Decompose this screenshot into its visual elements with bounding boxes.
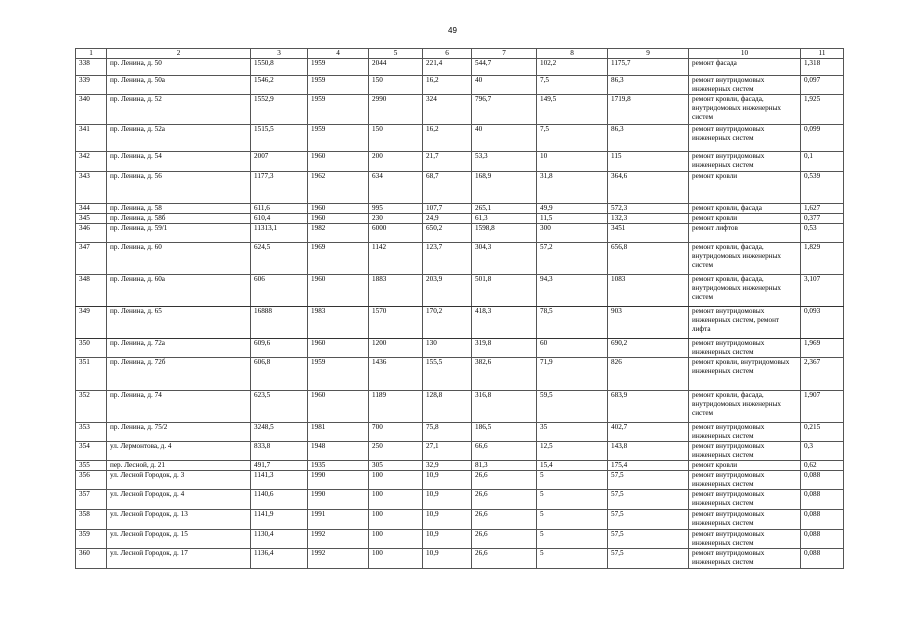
work-type-cell: ремонт кровли, внутридомовых инженерных систем <box>689 358 801 391</box>
column-header: 10 <box>689 49 801 59</box>
address-cell: ул. Лермонтова, д. 4 <box>107 442 251 461</box>
val-8-cell: 57,2 <box>537 243 608 275</box>
val-7-cell: 316,8 <box>472 391 537 423</box>
table-row <box>76 471 844 490</box>
register-table <box>75 48 844 569</box>
val-9-cell: 175,4 <box>608 461 689 471</box>
work-type-cell: ремонт внутридомовых инженерных систем <box>689 152 801 172</box>
val-6-cell: 10,9 <box>423 490 472 510</box>
val-7-cell: 544,7 <box>472 59 537 76</box>
year-cell: 1959 <box>308 59 369 76</box>
val-8-cell: 60 <box>537 339 608 358</box>
row-number-cell: 359 <box>76 530 107 549</box>
table-row <box>76 490 844 510</box>
year-cell: 1959 <box>308 95 369 125</box>
val-7-cell: 81,3 <box>472 461 537 471</box>
row-number-cell: 351 <box>76 358 107 391</box>
val-6-cell: 24,9 <box>423 214 472 224</box>
year-cell: 1981 <box>308 423 369 442</box>
rate-cell: 0,088 <box>801 490 844 510</box>
val-8-cell: 5 <box>537 471 608 490</box>
val-9-cell: 1175,7 <box>608 59 689 76</box>
val-8-cell: 11,5 <box>537 214 608 224</box>
rate-cell: 3,107 <box>801 275 844 307</box>
val-6-cell: 75,8 <box>423 423 472 442</box>
val-9-cell: 57,5 <box>608 471 689 490</box>
val-6-cell: 16,2 <box>423 125 472 152</box>
val-6-cell: 27,1 <box>423 442 472 461</box>
rate-cell: 0,377 <box>801 214 844 224</box>
val-8-cell: 71,9 <box>537 358 608 391</box>
val-6-cell: 107,7 <box>423 204 472 214</box>
val-7-cell: 66,6 <box>472 442 537 461</box>
val-9-cell: 86,3 <box>608 76 689 95</box>
val-9-cell: 656,8 <box>608 243 689 275</box>
address-cell: пр. Ленина, д. 50 <box>107 59 251 76</box>
val-8-cell: 35 <box>537 423 608 442</box>
column-header: 7 <box>472 49 537 59</box>
work-type-cell: ремонт кровли, фасада, внутридомовых инженерных систем <box>689 243 801 275</box>
val-7-cell: 382,6 <box>472 358 537 391</box>
cost-cell: 100 <box>369 530 423 549</box>
work-type-cell: ремонт внутридомовых инженерных систем <box>689 423 801 442</box>
cost-cell: 1570 <box>369 307 423 339</box>
cost-cell: 2044 <box>369 59 423 76</box>
val-7-cell: 501,8 <box>472 275 537 307</box>
address-cell: пр. Ленина, д. 50а <box>107 76 251 95</box>
val-9-cell: 57,5 <box>608 490 689 510</box>
val-9-cell: 903 <box>608 307 689 339</box>
column-header: 9 <box>608 49 689 59</box>
val-6-cell: 221,4 <box>423 59 472 76</box>
table-row <box>76 275 844 307</box>
val-7-cell: 319,8 <box>472 339 537 358</box>
header-row <box>76 49 844 59</box>
val-9-cell: 364,6 <box>608 172 689 204</box>
work-type-cell: ремонт внутридомовых инженерных систем, ремонт лифта <box>689 307 801 339</box>
address-cell: пр. Ленина, д. 54 <box>107 152 251 172</box>
val-6-cell: 170,2 <box>423 307 472 339</box>
address-cell: пр. Ленина, д. 52 <box>107 95 251 125</box>
table-row <box>76 214 844 224</box>
area-cell: 11313,1 <box>251 224 308 243</box>
area-cell: 1140,6 <box>251 490 308 510</box>
val-7-cell: 796,7 <box>472 95 537 125</box>
column-header: 3 <box>251 49 308 59</box>
column-header: 5 <box>369 49 423 59</box>
column-header: 1 <box>76 49 107 59</box>
area-cell: 1546,2 <box>251 76 308 95</box>
cost-cell: 6000 <box>369 224 423 243</box>
val-9-cell: 86,3 <box>608 125 689 152</box>
val-9-cell: 57,5 <box>608 530 689 549</box>
val-9-cell: 3451 <box>608 224 689 243</box>
area-cell: 1177,3 <box>251 172 308 204</box>
year-cell: 1960 <box>308 152 369 172</box>
val-7-cell: 168,9 <box>472 172 537 204</box>
val-9-cell: 57,5 <box>608 549 689 569</box>
area-cell: 1136,4 <box>251 549 308 569</box>
cost-cell: 1883 <box>369 275 423 307</box>
val-6-cell: 32,9 <box>423 461 472 471</box>
table-row <box>76 358 844 391</box>
work-type-cell: ремонт кровли, фасада, внутридомовых инженерных систем <box>689 275 801 307</box>
val-9-cell: 826 <box>608 358 689 391</box>
val-7-cell: 418,3 <box>472 307 537 339</box>
val-8-cell: 5 <box>537 510 608 530</box>
table-row <box>76 172 844 204</box>
val-6-cell: 203,9 <box>423 275 472 307</box>
area-cell: 606 <box>251 275 308 307</box>
page-number: 49 <box>448 26 457 35</box>
row-number-cell: 340 <box>76 95 107 125</box>
table-row <box>76 530 844 549</box>
work-type-cell: ремонт внутридомовых инженерных систем <box>689 339 801 358</box>
address-cell: пр. Ленина, д. 72а <box>107 339 251 358</box>
work-type-cell: ремонт кровли, фасада, внутридомовых инженерных систем <box>689 95 801 125</box>
cost-cell: 200 <box>369 152 423 172</box>
table-row <box>76 224 844 243</box>
val-8-cell: 10 <box>537 152 608 172</box>
area-cell: 491,7 <box>251 461 308 471</box>
val-6-cell: 10,9 <box>423 549 472 569</box>
row-number-cell: 343 <box>76 172 107 204</box>
rate-cell: 0,215 <box>801 423 844 442</box>
cost-cell: 150 <box>369 125 423 152</box>
table-row <box>76 549 844 569</box>
year-cell: 1960 <box>308 339 369 358</box>
cost-cell: 230 <box>369 214 423 224</box>
val-6-cell: 123,7 <box>423 243 472 275</box>
year-cell: 1991 <box>308 510 369 530</box>
address-cell: пр. Ленина, д. 58б <box>107 214 251 224</box>
area-cell: 1552,9 <box>251 95 308 125</box>
area-cell: 1550,8 <box>251 59 308 76</box>
val-7-cell: 26,6 <box>472 471 537 490</box>
table-row <box>76 461 844 471</box>
table-body <box>76 59 844 569</box>
cost-cell: 1142 <box>369 243 423 275</box>
work-type-cell: ремонт кровли, фасада, внутридомовых инженерных систем <box>689 391 801 423</box>
val-8-cell: 149,5 <box>537 95 608 125</box>
row-number-cell: 339 <box>76 76 107 95</box>
val-6-cell: 128,8 <box>423 391 472 423</box>
address-cell: пр. Ленина, д. 60 <box>107 243 251 275</box>
cost-cell: 634 <box>369 172 423 204</box>
row-number-cell: 352 <box>76 391 107 423</box>
rate-cell: 1,318 <box>801 59 844 76</box>
rate-cell: 1,829 <box>801 243 844 275</box>
area-cell: 606,8 <box>251 358 308 391</box>
rate-cell: 1,925 <box>801 95 844 125</box>
rate-cell: 0,097 <box>801 76 844 95</box>
val-8-cell: 5 <box>537 549 608 569</box>
row-number-cell: 355 <box>76 461 107 471</box>
val-6-cell: 10,9 <box>423 471 472 490</box>
val-7-cell: 40 <box>472 125 537 152</box>
address-cell: пер. Лесной, д. 21 <box>107 461 251 471</box>
rate-cell: 1,627 <box>801 204 844 214</box>
area-cell: 1141,9 <box>251 510 308 530</box>
cost-cell: 2990 <box>369 95 423 125</box>
val-7-cell: 26,6 <box>472 549 537 569</box>
row-number-cell: 360 <box>76 549 107 569</box>
work-type-cell: ремонт лифтов <box>689 224 801 243</box>
rate-cell: 2,367 <box>801 358 844 391</box>
table-row <box>76 442 844 461</box>
rate-cell: 0,3 <box>801 442 844 461</box>
table-row <box>76 125 844 152</box>
year-cell: 1935 <box>308 461 369 471</box>
work-type-cell: ремонт внутридомовых инженерных систем <box>689 490 801 510</box>
val-9-cell: 683,9 <box>608 391 689 423</box>
work-type-cell: ремонт внутридомовых инженерных систем <box>689 442 801 461</box>
val-6-cell: 324 <box>423 95 472 125</box>
val-9-cell: 115 <box>608 152 689 172</box>
work-type-cell: ремонт внутридомовых инженерных систем <box>689 76 801 95</box>
year-cell: 1960 <box>308 275 369 307</box>
address-cell: ул. Лесной Городок, д. 15 <box>107 530 251 549</box>
table-row <box>76 243 844 275</box>
year-cell: 1960 <box>308 204 369 214</box>
row-number-cell: 350 <box>76 339 107 358</box>
table-row <box>76 76 844 95</box>
address-cell: ул. Лесной Городок, д. 3 <box>107 471 251 490</box>
area-cell: 1130,4 <box>251 530 308 549</box>
cost-cell: 1436 <box>369 358 423 391</box>
rate-cell: 0,539 <box>801 172 844 204</box>
table-row <box>76 307 844 339</box>
area-cell: 1141,3 <box>251 471 308 490</box>
cost-cell: 1189 <box>369 391 423 423</box>
cost-cell: 100 <box>369 490 423 510</box>
year-cell: 1992 <box>308 530 369 549</box>
rate-cell: 1,969 <box>801 339 844 358</box>
val-8-cell: 5 <box>537 530 608 549</box>
val-9-cell: 1719,8 <box>608 95 689 125</box>
val-6-cell: 68,7 <box>423 172 472 204</box>
rate-cell: 0,1 <box>801 152 844 172</box>
row-number-cell: 341 <box>76 125 107 152</box>
val-7-cell: 26,6 <box>472 510 537 530</box>
rate-cell: 0,088 <box>801 549 844 569</box>
year-cell: 1990 <box>308 490 369 510</box>
rate-cell: 1,907 <box>801 391 844 423</box>
rate-cell: 0,53 <box>801 224 844 243</box>
row-number-cell: 357 <box>76 490 107 510</box>
area-cell: 609,6 <box>251 339 308 358</box>
column-header: 2 <box>107 49 251 59</box>
val-7-cell: 186,5 <box>472 423 537 442</box>
address-cell: ул. Лесной Городок, д. 13 <box>107 510 251 530</box>
row-number-cell: 353 <box>76 423 107 442</box>
row-number-cell: 354 <box>76 442 107 461</box>
address-cell: пр. Ленина, д. 56 <box>107 172 251 204</box>
year-cell: 1969 <box>308 243 369 275</box>
val-7-cell: 26,6 <box>472 490 537 510</box>
cost-cell: 1200 <box>369 339 423 358</box>
column-header: 6 <box>423 49 472 59</box>
year-cell: 1982 <box>308 224 369 243</box>
year-cell: 1948 <box>308 442 369 461</box>
val-9-cell: 402,7 <box>608 423 689 442</box>
area-cell: 611,6 <box>251 204 308 214</box>
val-6-cell: 130 <box>423 339 472 358</box>
row-number-cell: 358 <box>76 510 107 530</box>
row-number-cell: 342 <box>76 152 107 172</box>
row-number-cell: 349 <box>76 307 107 339</box>
work-type-cell: ремонт кровли <box>689 172 801 204</box>
val-8-cell: 78,5 <box>537 307 608 339</box>
table-row <box>76 59 844 76</box>
year-cell: 1959 <box>308 358 369 391</box>
address-cell: пр. Ленина, д. 60а <box>107 275 251 307</box>
cost-cell: 305 <box>369 461 423 471</box>
work-type-cell: ремонт внутридомовых инженерных систем <box>689 125 801 152</box>
val-6-cell: 10,9 <box>423 510 472 530</box>
address-cell: пр. Ленина, д. 59/1 <box>107 224 251 243</box>
cost-cell: 250 <box>369 442 423 461</box>
address-cell: пр. Ленина, д. 72б <box>107 358 251 391</box>
val-6-cell: 21,7 <box>423 152 472 172</box>
year-cell: 1992 <box>308 549 369 569</box>
work-type-cell: ремонт внутридомовых инженерных систем <box>689 530 801 549</box>
val-8-cell: 5 <box>537 490 608 510</box>
val-8-cell: 102,2 <box>537 59 608 76</box>
year-cell: 1990 <box>308 471 369 490</box>
val-8-cell: 12,5 <box>537 442 608 461</box>
area-cell: 624,5 <box>251 243 308 275</box>
row-number-cell: 347 <box>76 243 107 275</box>
year-cell: 1960 <box>308 214 369 224</box>
cost-cell: 100 <box>369 549 423 569</box>
column-header: 8 <box>537 49 608 59</box>
table-row <box>76 339 844 358</box>
address-cell: пр. Ленина, д. 65 <box>107 307 251 339</box>
area-cell: 610,4 <box>251 214 308 224</box>
table-row <box>76 423 844 442</box>
cost-cell: 700 <box>369 423 423 442</box>
area-cell: 623,5 <box>251 391 308 423</box>
work-type-cell: ремонт внутридомовых инженерных систем <box>689 471 801 490</box>
rate-cell: 0,093 <box>801 307 844 339</box>
row-number-cell: 346 <box>76 224 107 243</box>
val-6-cell: 155,5 <box>423 358 472 391</box>
work-type-cell: ремонт кровли <box>689 461 801 471</box>
val-6-cell: 650,2 <box>423 224 472 243</box>
rate-cell: 0,088 <box>801 471 844 490</box>
row-number-cell: 345 <box>76 214 107 224</box>
val-9-cell: 572,3 <box>608 204 689 214</box>
rate-cell: 0,088 <box>801 510 844 530</box>
work-type-cell: ремонт кровли, фасада <box>689 204 801 214</box>
rate-cell: 0,088 <box>801 530 844 549</box>
address-cell: пр. Ленина, д. 75/2 <box>107 423 251 442</box>
address-cell: пр. Ленина, д. 52а <box>107 125 251 152</box>
address-cell: пр. Ленина, д. 74 <box>107 391 251 423</box>
row-number-cell: 348 <box>76 275 107 307</box>
year-cell: 1983 <box>308 307 369 339</box>
work-type-cell: ремонт кровли <box>689 214 801 224</box>
area-cell: 16888 <box>251 307 308 339</box>
val-7-cell: 61,3 <box>472 214 537 224</box>
address-cell: ул. Лесной Городок, д. 4 <box>107 490 251 510</box>
row-number-cell: 338 <box>76 59 107 76</box>
val-7-cell: 40 <box>472 76 537 95</box>
val-8-cell: 94,3 <box>537 275 608 307</box>
val-8-cell: 7,5 <box>537 76 608 95</box>
area-cell: 833,8 <box>251 442 308 461</box>
table-row <box>76 510 844 530</box>
table-row <box>76 204 844 214</box>
val-8-cell: 49,9 <box>537 204 608 214</box>
val-6-cell: 10,9 <box>423 530 472 549</box>
year-cell: 1959 <box>308 125 369 152</box>
area-cell: 2007 <box>251 152 308 172</box>
val-8-cell: 300 <box>537 224 608 243</box>
val-7-cell: 26,6 <box>472 530 537 549</box>
val-7-cell: 1598,8 <box>472 224 537 243</box>
val-8-cell: 59,5 <box>537 391 608 423</box>
row-number-cell: 344 <box>76 204 107 214</box>
val-7-cell: 265,1 <box>472 204 537 214</box>
work-type-cell: ремонт фасада <box>689 59 801 76</box>
rate-cell: 0,62 <box>801 461 844 471</box>
year-cell: 1962 <box>308 172 369 204</box>
year-cell: 1960 <box>308 391 369 423</box>
cost-cell: 100 <box>369 510 423 530</box>
val-6-cell: 16,2 <box>423 76 472 95</box>
address-cell: ул. Лесной Городок, д. 17 <box>107 549 251 569</box>
val-7-cell: 304,3 <box>472 243 537 275</box>
val-9-cell: 132,3 <box>608 214 689 224</box>
val-8-cell: 15,4 <box>537 461 608 471</box>
val-8-cell: 31,8 <box>537 172 608 204</box>
cost-cell: 995 <box>369 204 423 214</box>
column-header: 4 <box>308 49 369 59</box>
val-9-cell: 1083 <box>608 275 689 307</box>
val-9-cell: 143,8 <box>608 442 689 461</box>
val-9-cell: 57,5 <box>608 510 689 530</box>
work-type-cell: ремонт внутридомовых инженерных систем <box>689 510 801 530</box>
work-type-cell: ремонт внутридомовых инженерных систем <box>689 549 801 569</box>
table-row <box>76 391 844 423</box>
val-9-cell: 690,2 <box>608 339 689 358</box>
cost-cell: 100 <box>369 471 423 490</box>
rate-cell: 0,099 <box>801 125 844 152</box>
area-cell: 1515,5 <box>251 125 308 152</box>
row-number-cell: 356 <box>76 471 107 490</box>
table-row <box>76 152 844 172</box>
area-cell: 3248,5 <box>251 423 308 442</box>
address-cell: пр. Ленина, д. 58 <box>107 204 251 214</box>
cost-cell: 150 <box>369 76 423 95</box>
val-7-cell: 53,3 <box>472 152 537 172</box>
table-row <box>76 95 844 125</box>
year-cell: 1959 <box>308 76 369 95</box>
val-8-cell: 7,5 <box>537 125 608 152</box>
column-header: 11 <box>801 49 844 59</box>
